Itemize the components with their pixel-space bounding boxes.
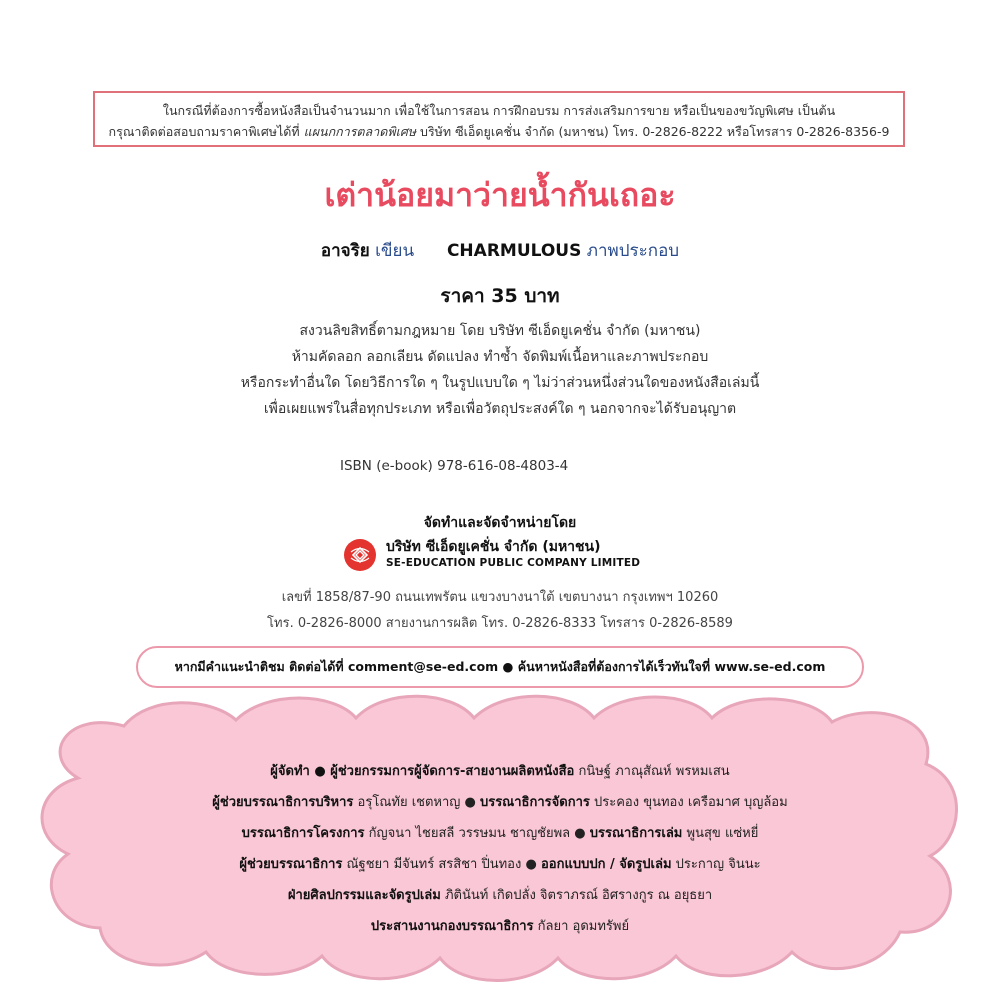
notice-line-2-prefix: กรุณาติดต่อสอบถามราคาพิเศษได้ที่ [108,124,300,139]
notice-line-2 [103,121,895,142]
credit-role: ออกแบบปก / จัดรูปเล่ม [540,857,672,872]
credit-line: บรรณาธิการโครงการ กัญจนา ไชยสลี วรรษมน ชาญชัยพล ● บรรณาธิการเล่ม พูนสุข แซ่หยี่ [241,826,759,841]
special-marketing-dept: แผนกการตลาดพิเศษ [303,124,417,139]
credit-names: กัลยา อุดมทรัพย์ [537,919,630,934]
publisher-name [386,538,640,571]
credit-names: ณัฐชยา มีจันทร์ สรสิชา ปิ่นทอง [346,857,522,872]
credit-names: ประคอง ขุนทอง เครือมาศ บุญล้อม [594,795,788,810]
notice-line-1: ในกรณีที่ต้องการซื้อหนังสือเป็นจำนวนมาก เพื่อใช้ในการสอน การฝึกอบรม การส่งเสริมการขาย หรือเป็นของขวัญพิเศษ เป็นต้น [162,103,836,118]
publisher-logo-icon [344,539,376,571]
publisher-address [0,585,1000,637]
contact-banner: หากมีคำแนะนำติชม ติดต่อได้ที่ comment@se-ed.com ● ค้นหาหนังสือที่ต้องการได้เร็วทันใจที่ www.se-ed.com [136,646,864,688]
credit-line [0,911,1000,942]
publisher-heading: จัดทำและจัดจำหน่ายโดย [423,515,577,531]
credit-names: กัญจนา ไชยสลี วรรษมน ชาญชัยพล [368,826,571,841]
credit-role: บรรณาธิการจัดการ [479,795,590,810]
credit-role: ผู้จัดทำ ● ผู้ช่วยกรรมการผู้จัดการ-สายงานผลิตหนังสือ [270,764,575,779]
credit-line [0,756,1000,787]
author-role: เขียน [375,241,415,261]
credits [0,756,1000,942]
credit-line: ผู้ช่วยบรรณาธิการ ณัฐชยา มีจันทร์ สรสิชา ปิ่นทอง ● ออกแบบปก / จัดรูปเล่ม ประกาญ จินนะ [239,857,761,872]
byline [0,237,1000,264]
credit-role: บรรณาธิการเล่ม [589,826,683,841]
publisher-name-english: SE-EDUCATION PUBLIC COMPANY LIMITED [386,557,641,569]
credit-role: ผู้ช่วยบรรณาธิการบริหาร [212,795,354,810]
credit-names: อรุโณทัย เชตหาญ [357,795,461,810]
copyright-line: หรือกระทำอื่นใด โดยวิธีการใด ๆ ในรูปแบบใด ๆ ไม่ว่าส่วนหนึ่งส่วนใดของหนังสือเล่มนี้ [240,375,760,391]
illustrator-role: ภาพประกอบ [586,241,680,261]
publisher-name-thai: บริษัท ซีเอ็ดยูเคชั่น จำกัด (มหาชน) [386,539,601,555]
book-price: ราคา 35 บาท [440,285,560,307]
isbn: ISBN (e-book) 978-616-08-4803-4 [340,458,569,474]
credit-line: ผู้ช่วยบรรณาธิการบริหาร อรุโณทัย เชตหาญ ● บรรณาธิการจัดการ ประคอง ขุนทอง เครือมาศ บุญล้อม [212,795,788,810]
copyright-line: ห้ามคัดลอก ลอกเลียน ดัดแปลง ทำซ้ำ จัดพิมพ์เนื้อหาและภาพประกอบ [291,349,709,365]
credit-names: กนิษฐ์ ภาณุสัณห์ พรหมเสน [578,764,730,779]
bulk-order-notice [93,91,905,147]
book-title: เต่าน้อยมาว่ายน้ำกันเถอะ [324,176,676,214]
credit-role: ผู้ช่วยบรรณาธิการ [239,857,343,872]
address-line: เลขที่ 1858/87-90 ถนนเทพรัตน แขวงบางนาใต้ เขตบางนา กรุงเทพฯ 10260 [281,590,719,605]
copyright-line: สงวนลิขสิทธิ์ตามกฎหมาย โดย บริษัท ซีเอ็ดยูเคชั่น จำกัด (มหาชน) [299,323,701,339]
credit-role: บรรณาธิการโครงการ [241,826,365,841]
copyright-notice [0,318,1000,422]
credit-names: พูนสุข แซ่หยี่ [686,826,759,841]
credit-names: ประกาญ จินนะ [675,857,761,872]
phone-line: โทร. 0-2826-8000 สายงานการผลิต โทร. 0-2826-8333 โทรสาร 0-2826-8589 [267,616,733,631]
credit-names: ภิตินันท์ เกิดปลั่ง จิตราภรณ์ อิศรางกูร ณ อยุธยา [444,888,713,903]
illustrator-name: CHARMULOUS [446,241,582,261]
author-name: อาจริย [320,241,370,261]
credit-line [0,880,1000,911]
copyright-line: เพื่อเผยแพร่ในสื่อทุกประเภท หรือเพื่อวัตถุประสงค์ใด ๆ นอกจากจะได้รับอนุญาต [263,401,737,417]
credit-role: ประสานงานกองบรรณาธิการ [370,919,534,934]
credit-role: ฝ่ายศิลปกรรมและจัดรูปเล่ม [287,888,441,903]
notice-line-2-suffix: บริษัท ซีเอ็ดยูเคชั่น จำกัด (มหาชน) โทร. 0-2826-8222 หรือโทรสาร 0-2826-8356-9 [420,124,890,139]
